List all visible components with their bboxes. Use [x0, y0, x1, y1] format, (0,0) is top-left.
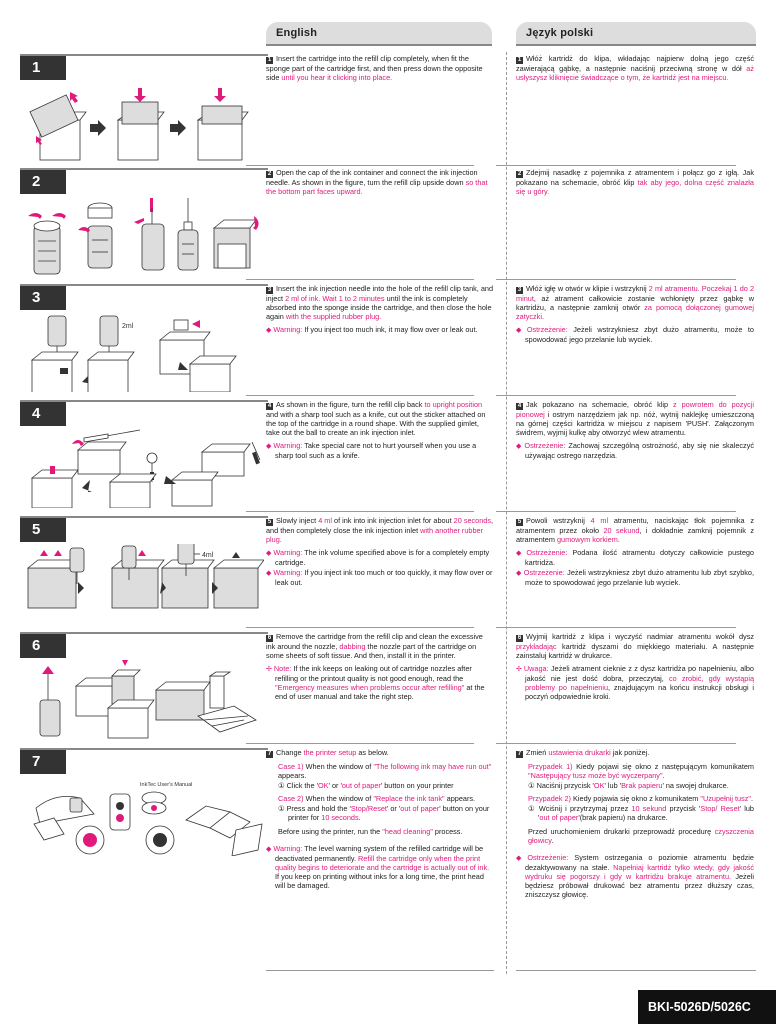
english-header: English — [266, 22, 492, 44]
step-7 — [20, 748, 760, 964]
substep-highlight: out of paper — [341, 781, 381, 791]
instruction-text: , aż atrament całkowicie zostanie wchłonięty przez gąbkę w kartridżu, a następnie zamknij otwór — [516, 294, 754, 313]
warning-label: Ostrzeżenie: — [526, 548, 568, 558]
step-4-illustration-panel — [20, 400, 268, 506]
instruction-text: the nozzle part of the cartridge on some sheets of soft tissue. And then, install it in the printer. — [266, 642, 477, 661]
substep-text: ① Naciśnij przycisk ' — [528, 781, 594, 791]
step-6 — [20, 632, 760, 746]
warning-highlight: Refill the cartridge only when the print quality begins to deteriorate and the cartridge is actually out of ink. — [275, 853, 490, 872]
step-divider — [246, 627, 474, 628]
instruction-text: kartridż dyszami do miękkiego materiału. A następnie zainstaluj kartridż w drukarce. — [516, 642, 754, 661]
step-number: 6 — [20, 634, 66, 658]
step-3-text-en — [266, 284, 494, 339]
step-divider — [496, 743, 736, 744]
warning-label: Warning: — [273, 568, 303, 578]
step-divider — [246, 165, 474, 166]
step-number: 3 — [20, 286, 66, 310]
warning-label: Warning: — [273, 843, 303, 853]
instruction-text: Open the cap of the ink container and connect the ink injection needle. As shown in the figure, turn the refill clip upside down — [266, 168, 478, 187]
step-number: 1 — [20, 56, 66, 80]
instruction-text: Włóż kartridż do klipa, wkładając najpierw dolną jego część zawierającą gąbkę, a następnie naciśnij przeciwną stronę w dół — [516, 54, 754, 73]
warning-icon: ◆ — [266, 443, 272, 451]
substep-highlight: OK — [593, 781, 605, 791]
step-bullet: 5 — [517, 519, 522, 525]
step-divider — [496, 279, 736, 280]
instruction-highlight: dabbing — [339, 642, 366, 651]
case-highlight: "Uzupełnij tusz" — [700, 794, 751, 804]
warning-label: Ostrzeżenie: — [523, 568, 565, 578]
warning-text: If you inject ink too much or too quickly, it may flow over or leak out. — [275, 568, 493, 588]
warning-icon: ◆ — [516, 327, 525, 335]
instruction-highlight: until you hear it clicking into place. — [281, 73, 393, 83]
instruction-highlight: 20 sekund — [603, 526, 640, 535]
step-7-illustration-panel — [20, 748, 268, 854]
substep-text: '(brak papieru) na drukarce. — [578, 813, 668, 823]
step-5 — [20, 516, 760, 630]
note-label: Note: — [273, 664, 292, 674]
step-6-text-en — [266, 632, 494, 706]
step-2 — [20, 168, 760, 282]
instruction-highlight: gumowym korkiem. — [556, 535, 620, 545]
note-highlight: co zrobić, gdy wystąpią problemy po napełnieniu — [525, 674, 754, 693]
instruction-highlight: the printer setup — [303, 748, 357, 757]
instruction-text: Remove the cartridge from the refill clip and clean the excessive ink around the nozzle, — [266, 632, 483, 651]
instruction-text: Zmień — [526, 748, 549, 757]
printer-setup-illustration — [26, 776, 264, 856]
warning-text: Zachowaj szczególną ostrożność, aby się nie skaleczyć używając ostrego narzędzia. — [525, 441, 754, 461]
case-highlight: "The following ink may have run out" — [373, 762, 492, 771]
case-text: . — [751, 794, 754, 804]
instruction-text: jak poniżej. — [610, 748, 650, 757]
substep-text: ' na swojej drukarce. — [662, 781, 729, 791]
step-divider — [246, 395, 474, 396]
step-6-illustration-panel — [20, 632, 268, 738]
warning-text: Take special care not to hurt yourself when you use a sharp tool such as a knife. — [275, 441, 477, 461]
warning-icon: ◆ — [266, 550, 272, 558]
step-1-text-pl — [516, 54, 754, 86]
warning-text: The ink volume specified above is for a completely empty cartridge. — [275, 548, 490, 568]
step-divider — [496, 165, 736, 166]
case-label: Przypadek 2) — [528, 794, 571, 804]
step-bullet: 1 — [517, 57, 522, 63]
instruction-highlight: 4 ml — [590, 516, 609, 525]
case-text: . — [662, 771, 665, 781]
instruction-highlight: so that the bottom part faces upward. — [266, 178, 488, 197]
model-badge: BKI-5026D/5026C — [638, 990, 776, 1024]
note-text: , znajdującym na końcu instrukcji obsługi i poczyń odpowiednie kroki. — [525, 683, 754, 702]
polish-header: Język polski — [516, 22, 756, 44]
substep-highlight: out of paper — [539, 813, 579, 823]
instruction-text: Jak pokazano na schemacie, obróć klip — [526, 400, 673, 409]
instruction-text: , i dokładnie zamknij pojemnik z atramentem — [516, 526, 754, 545]
step-bullet: 1 — [267, 57, 272, 63]
case-text: appears. — [444, 794, 476, 804]
step-bullet: 4 — [267, 403, 272, 409]
step-6-text-pl — [516, 632, 754, 706]
warning-label: Ostrzeżenie: — [526, 325, 568, 335]
instruction-highlight: 2 ml of ink. Wait 1 to 2 minutes — [285, 294, 385, 303]
step-number: 2 — [20, 170, 66, 194]
instruction-highlight: with another rubber plug. — [266, 526, 484, 545]
warning-text: The level warning system of the refilled cartridge will be deactivated permanently. — [275, 843, 484, 863]
instruction-highlight: with the supplied rubber plug. — [285, 312, 382, 322]
substep-highlight: out of paper — [400, 804, 440, 814]
instruction-text: Insert the cartridge into the refill clip completely, when fit the sponge part of the cartridge first, and then press down the opposite side — [266, 54, 483, 83]
substep-highlight: Stop/ Reset — [700, 804, 740, 814]
substep-highlight: Stop/Reset — [350, 804, 387, 814]
step-2-text-en — [266, 168, 494, 200]
step-bullet: 3 — [517, 287, 522, 293]
substep-text: ' lub ' — [604, 781, 622, 791]
instruction-text: of ink into ink injection inlet for about — [331, 516, 454, 525]
inject-4ml-illustration — [26, 544, 264, 624]
instruction-text: Włóż igłę w otwór w klipie i wstrzyknij — [526, 284, 649, 293]
step-7-text-en — [266, 748, 494, 894]
header-rule-pl — [516, 44, 756, 46]
step-divider — [246, 279, 474, 280]
substep-text: ① Wciśnij i przytrzymaj przez — [528, 804, 632, 814]
note-icon: ✢ — [516, 666, 522, 674]
ink-volume-label: 4ml — [202, 552, 214, 559]
substep-highlight: OK — [317, 781, 329, 791]
instruction-text: atramentu, naciskając tłok pojemnika z atramentem przez około — [516, 516, 754, 535]
warning-text: Jeżeli będziesz próbował drukować bez atramentu przez dłuższy czas, zniszczysz głowicę. — [525, 871, 754, 900]
instruction-text: and with a sharp tool such as a knife, cut out the sticker attached on the top of the cartridge in a round shape. With the supplied gimlet, take out the ball to create an ink injection inlet. — [266, 410, 486, 438]
step-bullet: 7 — [267, 751, 272, 757]
substep-text: . — [358, 813, 361, 823]
step-7-text-pl — [516, 748, 754, 903]
instruction-text: As shown in the figure, turn the refill clip back — [276, 400, 425, 409]
instruction-highlight: aż usłyszysz kliknięcie świadczące o tym, że kartridż jest na miejscu. — [516, 64, 754, 83]
cut-sticker-illustration — [26, 428, 264, 508]
case-highlight: "Następujący tusz może być wyczerpany" — [528, 771, 663, 781]
case-text: When the window of — [303, 794, 374, 804]
warning-label: Warning: — [273, 325, 303, 335]
instruction-highlight: z powrotem do pozycji pionowej — [516, 400, 754, 419]
instruction-text: , and then completely close the ink injection inlet — [266, 516, 494, 535]
step-divider — [496, 395, 736, 396]
step-bullet: 6 — [267, 635, 272, 641]
instruction-text: i ostrym narzędziem jak np. nóż, wytnij naklejkę umieszczoną na górnej części kartridża w miejscu z napisem 'PUSH'. Załączonym świdrem, wyjmij kulkę aby otworzyć wlew atramentu. — [516, 410, 754, 438]
before-highlight: "head cleaning" — [382, 826, 433, 836]
substep-text: ' button on your printer for — [288, 804, 490, 823]
step-divider — [246, 511, 474, 512]
step-divider — [496, 627, 736, 628]
case-text: Kiedy pojawi się okno z następującym komunikatem — [572, 762, 754, 771]
warning-icon: ◆ — [516, 443, 523, 451]
warning-text: Jeżeli wstrzykniesz zbyt dużo atramentu lub zbyt szybko, może to spowodować jego przelanie lub wyciek. — [525, 568, 754, 588]
step-bullet: 6 — [517, 635, 522, 641]
step-4-text-pl — [516, 400, 754, 464]
warning-icon: ◆ — [516, 550, 525, 558]
step-number: 4 — [20, 402, 66, 426]
warning-text: If you keep on printing without inks for a long time, the print head will be damaged. — [275, 871, 484, 891]
step-bullet: 2 — [267, 171, 272, 177]
manual-label: InkTec User's Manual — [140, 782, 193, 788]
case-text: appears. — [278, 771, 307, 781]
step-5-illustration-panel — [20, 516, 268, 622]
step-divider — [246, 743, 474, 744]
remove-clean-illustration — [26, 660, 264, 740]
step-3-illustration-panel — [20, 284, 268, 390]
warning-highlight: Napełniaj kartridż tylko wtedy, gdy jakość wydruku się pogorszy i gdy w kartridżu brakuje atramentu. — [525, 862, 755, 881]
before-highlight: czyszczenia głowicy — [528, 826, 754, 845]
case-label: Case 1) — [278, 762, 304, 771]
note-text: If the ink keeps on leaking out of cartridge nozzles after refilling or the printout quality is not good enough, read the — [275, 664, 472, 684]
step-2-illustration-panel — [20, 168, 268, 274]
instruction-text: as below. — [356, 748, 389, 757]
instruction-text: Zdejmij nasadkę z pojemnika z atramentem i połącz go z igłą. Jak pokazano na schemacie, obróć klip — [516, 168, 754, 187]
footer-rule-pl — [516, 970, 756, 971]
step-1-illustration-panel — [20, 54, 268, 160]
instruction-text: Wyjmij kartridż z klipa i wyczyść nadmiar atramentu wokół dysz — [526, 632, 754, 641]
warning-text: System ostrzegania o poziomie atramentu będzie dezaktywowany na stałe. — [525, 852, 754, 872]
note-icon: ✢ — [266, 666, 272, 674]
warning-label: Ostrzeżenie: — [524, 441, 566, 451]
instruction-highlight: tak aby jego, dolna część znalazła się u góry. — [516, 178, 754, 197]
step-3-text-pl — [516, 284, 754, 348]
footer-rule-en — [266, 970, 494, 971]
step-bullet: 7 — [517, 751, 522, 757]
ink-needle-illustration — [26, 196, 264, 276]
ink-injection-illustration — [26, 312, 264, 392]
case-label: Przypadek 1) — [528, 762, 573, 771]
step-divider — [496, 511, 736, 512]
step-1 — [20, 54, 760, 168]
step-3 — [20, 284, 760, 398]
warning-label: Ostrzeżenie: — [527, 852, 569, 862]
warning-icon: ◆ — [266, 845, 272, 853]
warning-text: If you inject too much ink, it may flow over or leak out. — [302, 325, 478, 335]
instruction-text: Powoli wstrzyknij — [526, 516, 591, 525]
warning-icon: ◆ — [266, 327, 272, 335]
warning-icon: ◆ — [516, 854, 526, 862]
case-highlight: "Replace the ink tank" — [373, 794, 445, 804]
cartridge-clip-illustration — [26, 82, 264, 162]
substep-text: ' or ' — [386, 804, 401, 814]
substep-text: ' button on your printer — [380, 781, 454, 791]
note-label: Uwaga: — [523, 664, 549, 674]
step-4 — [20, 400, 760, 514]
instruction-highlight: to upright position — [424, 400, 483, 409]
step-bullet: 2 — [517, 171, 522, 177]
step-bullet: 5 — [267, 519, 272, 525]
substep-highlight: Brak papieru — [621, 781, 663, 791]
substep-text: przycisk ' — [666, 804, 701, 814]
case-text: When the window of — [303, 762, 374, 771]
instruction-text: Insert the ink injection needle into the hole of the refill clip tank, and inject — [266, 284, 494, 303]
step-bullet: 4 — [517, 403, 522, 409]
warning-text: Podana ilość atramentu dotyczy całkowicie pustego kartridża. — [525, 548, 754, 568]
warning-icon: ◆ — [266, 570, 272, 578]
substep-text: ① Press and hold the ' — [278, 804, 351, 814]
step-number: 7 — [20, 750, 66, 774]
case-label: Case 2) — [278, 794, 304, 804]
before-text: Before using the printer, run the — [278, 826, 383, 836]
warning-label: Warning: — [273, 441, 303, 451]
note-text: Jeżeli atrament cieknie z z dysz kartridża po napełnieniu, albo jakość nie jest dość dobra, przeczytaj, — [525, 664, 754, 684]
substep-text: ' or ' — [328, 781, 342, 791]
instruction-highlight: 20 seconds — [453, 516, 491, 525]
instruction-highlight: ustawienia drukarki — [548, 748, 611, 757]
step-bullet: 3 — [267, 287, 272, 293]
step-4-text-en — [266, 400, 494, 464]
substep-highlight: 10 sekund — [631, 804, 667, 814]
substep-text: ' lub ' — [538, 804, 754, 823]
instruction-highlight: za pomocą dołączonej gumowej zatyczki. — [516, 303, 754, 322]
note-text: at the end of user manual and take the right step. — [275, 683, 485, 702]
warning-label: Warning: — [273, 548, 303, 558]
ink-volume-label: 2ml — [122, 323, 134, 330]
instruction-text: until the ink is completely absorbed into the sponge inside the cartridge, and then close the hole again — [266, 294, 492, 322]
before-text: . — [551, 835, 554, 845]
instruction-highlight: przykładając — [516, 642, 557, 651]
instruction-text: Change — [276, 748, 304, 757]
note-highlight: "Emergency measures when problems occur after refilling" — [275, 683, 465, 693]
step-2-text-pl — [516, 168, 754, 200]
substep-highlight: 10 seconds — [321, 813, 359, 823]
step-1-text-en — [266, 54, 494, 86]
step-number: 5 — [20, 518, 66, 542]
before-text: process. — [432, 826, 463, 836]
warning-icon: ◆ — [516, 570, 522, 578]
instruction-highlight: 4 ml — [318, 516, 332, 525]
substep-text: ① Click the ' — [278, 781, 318, 791]
warning-text: Jeżeli wstrzykniesz zbyt dużo atramentu, może to spowodować jego przelanie lub wyciek. — [525, 325, 754, 345]
instruction-highlight: 2 ml atramentu. Poczekaj 1 do 2 minut — [516, 284, 754, 303]
instruction-text: Slowly inject — [276, 516, 319, 525]
before-text: Przed uruchomieniem drukarki przeprowadź procedurę — [528, 826, 715, 836]
case-text: Kiedy pojawia się okno z komunikatem — [571, 794, 701, 804]
header-rule-en — [266, 44, 492, 46]
step-5-text-en — [266, 516, 494, 592]
step-5-text-pl — [516, 516, 754, 592]
